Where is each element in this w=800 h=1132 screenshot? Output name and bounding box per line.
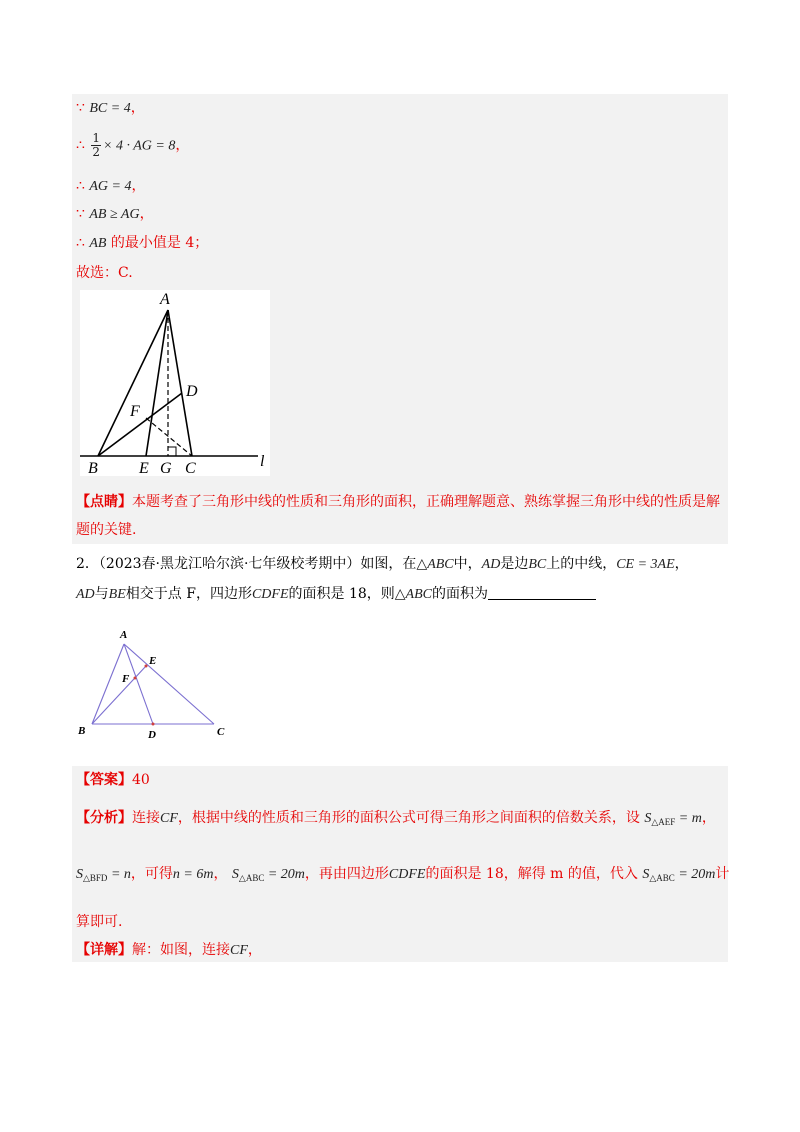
label-E: E xyxy=(149,655,157,667)
label-C: C xyxy=(217,726,225,738)
geometry-figure-2 xyxy=(72,624,232,744)
answer-blank[interactable] xyxy=(488,585,596,600)
label-B: B xyxy=(78,725,86,737)
question-2-line-2: AD与BE相交于点 F，四边形CDFE的面积是 18，则△ABC的面积为 xyxy=(76,584,596,605)
analysis-line-1: 【分析】连接CF，根据中线的性质和三角形的面积公式可得三角形之间面积的倍数关系，设 $S_{\triangle AEF} = m$， xyxy=(76,810,716,827)
label-G: G xyxy=(160,460,172,476)
label-l: l xyxy=(260,453,265,470)
math-expr: × 4 · AG = 8 xyxy=(103,138,176,154)
solution-line-1: ∵ BC = 4， xyxy=(76,100,145,116)
triangle-diagram-2 xyxy=(72,624,232,744)
label-C: C xyxy=(185,460,196,476)
label-B: B xyxy=(88,460,98,476)
label-A: A xyxy=(160,291,170,308)
comment-line-2: 题的关键. xyxy=(76,522,137,538)
solution-line-4: ∵ AB ≥ AG， xyxy=(76,206,154,222)
math-expr: AB ≥ AG xyxy=(89,207,140,222)
label-F: F xyxy=(130,403,140,420)
comment-line-1: 【点睛】本题考查了三角形中线的性质和三角形的面积，正确理解题意、熟练掌握三角形中线的性质是解 xyxy=(76,494,720,510)
math-expr: AB xyxy=(89,236,107,251)
label-A: A xyxy=(120,629,128,641)
label-F: F xyxy=(122,673,130,685)
label-E: E xyxy=(139,460,149,476)
solution-line-2: ∴ $\frac{1}{2}$ × 4 · AG = 8， xyxy=(76,131,190,159)
solution-line-5: ∴ AB 的最小值是 4； xyxy=(76,235,209,251)
solution-line-3: ∴ AG = 4， xyxy=(76,178,146,194)
label-D: D xyxy=(186,383,198,400)
analysis-line-3: 算即可. xyxy=(76,914,123,930)
math-expr: AG = 4 xyxy=(89,179,132,194)
triangle-diagram-1 xyxy=(80,290,270,476)
detail-line: 【详解】解：如图，连接CF， xyxy=(76,942,262,958)
answer-line: 【答案】40 xyxy=(76,772,150,788)
geometry-figure-1 xyxy=(80,290,270,476)
solution-line-6: 故选：C. xyxy=(76,265,133,281)
fraction: $\frac{1}{2}$ xyxy=(92,131,101,159)
label-D: D xyxy=(148,729,156,741)
analysis-line-2: $S_{\triangle BFD} = n$，可得n = 6m， $S_{\triangle ABC} = 20m$，再由四边形CDFE的面积是 18，解得 m 的值，代入 $S_{\triangle ABC} = 20m$计 xyxy=(76,866,730,883)
question-2-line-1: 2．（2023春·黑龙江哈尔滨·七年级校考期中）如图，在△ABC中，AD是边BC上的中线，CE = 3AE， xyxy=(76,556,689,572)
math-expr: BC = 4 xyxy=(89,101,131,116)
